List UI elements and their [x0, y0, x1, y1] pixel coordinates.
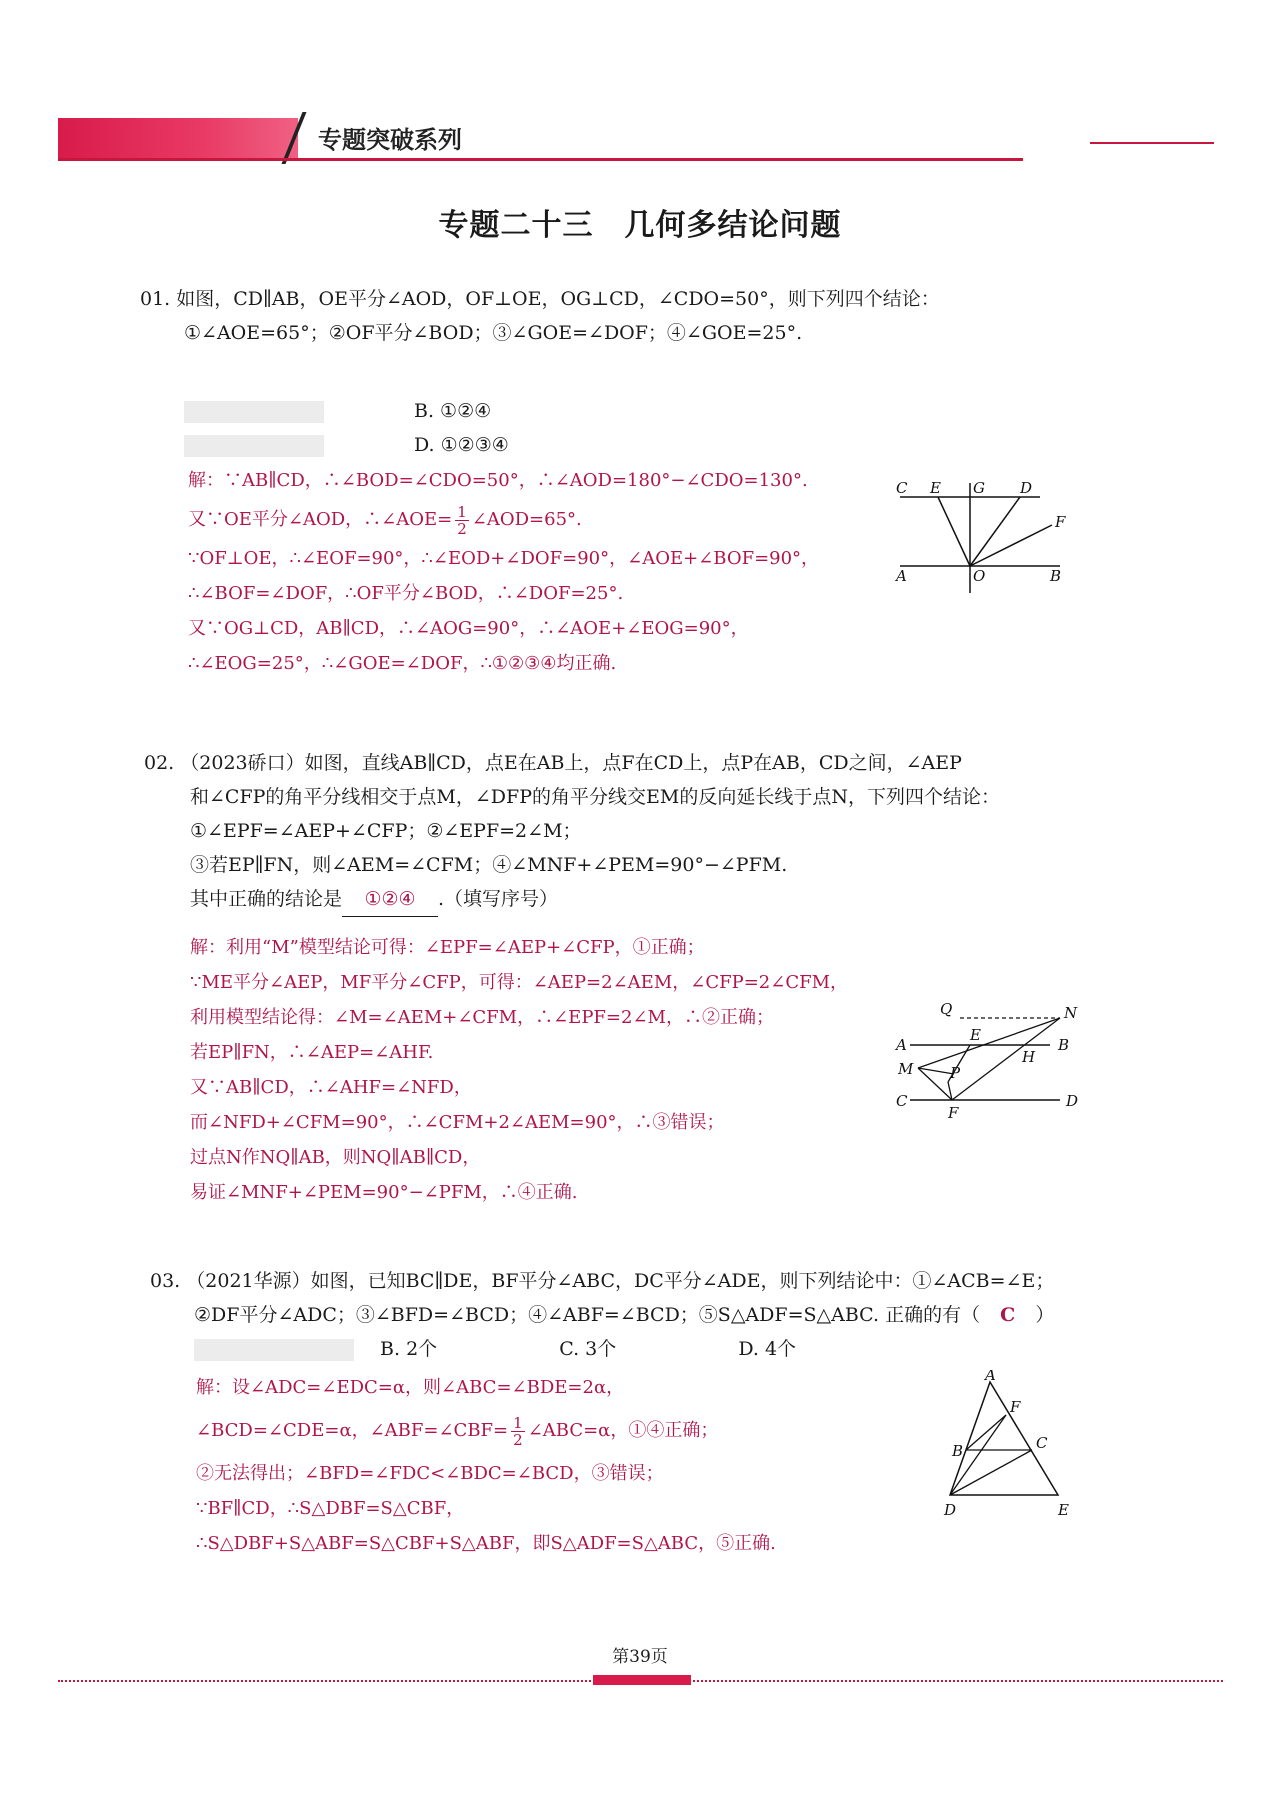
- question-1-line1: [140, 282, 940, 316]
- solution-line: 利用模型结论得：∠M=∠AEM+∠CFM，∴∠EPF=2∠M，∴②正确；: [190, 1007, 774, 1028]
- solution-line: ∴∠BOF=∠DOF，∴OF平分∠BOD，∴∠DOF=25°.: [188, 583, 624, 604]
- topic-title: 专题二十三 几何多结论问题: [438, 208, 842, 243]
- label-e: E: [1058, 1501, 1069, 1519]
- line-fn: [952, 1018, 1060, 1100]
- line-od: [970, 497, 1020, 566]
- option-c: C. 3个: [559, 1338, 617, 1360]
- question-2-line2: 和∠CFP的角平分线相交于点M，∠DFP的角平分线交EM的反向延长线于点N，下列四个结论：: [190, 786, 1000, 808]
- label-d: D: [1020, 479, 1033, 497]
- label-a: A: [896, 567, 907, 585]
- figure-1: [880, 465, 1070, 600]
- line-mn: [918, 1018, 1060, 1068]
- question-3-line1: [150, 1264, 1054, 1298]
- solution-line: 过点N作NQ∥AB，则NQ∥AB∥CD，: [190, 1147, 481, 1168]
- label-h: H: [1022, 1048, 1036, 1066]
- answer-blank: ①②④: [342, 882, 438, 917]
- label-c: C: [896, 479, 908, 497]
- question-3: [150, 1264, 1054, 1366]
- option-d: D. ①②③④: [414, 434, 509, 456]
- header-series-title: 专题突破系列: [318, 125, 462, 154]
- question-1: [140, 282, 940, 350]
- header-brand-block: [58, 118, 298, 160]
- prompt-text: 其中正确的结论是: [190, 888, 343, 910]
- figure-3: [940, 1370, 1080, 1530]
- label-o: O: [973, 567, 986, 585]
- question-3-number: 03.: [150, 1270, 181, 1292]
- question-2-line5: [144, 882, 1000, 917]
- question-3-solution: [196, 1370, 776, 1561]
- label-f: F: [1055, 513, 1066, 531]
- prompt-text: .（填写序号）: [438, 888, 559, 910]
- label-d: D: [1066, 1092, 1079, 1110]
- line-oe: [938, 497, 970, 566]
- header-rule: [58, 158, 1023, 161]
- label-e: E: [930, 479, 941, 497]
- label-b: B: [952, 1442, 964, 1460]
- closing-paren: ）: [1035, 1304, 1055, 1326]
- solution-line: 解：利用“M”模型结论可得：∠EPF=∠AEP+∠CFP，①正确；: [190, 937, 705, 958]
- label-m: M: [898, 1060, 914, 1078]
- footer-bar: [593, 1675, 691, 1685]
- label-a: A: [896, 1036, 907, 1054]
- question-1-solution: [188, 463, 819, 681]
- question-2: [144, 746, 1000, 917]
- solution-text: ∠ABC=α，①④正确；: [527, 1420, 719, 1441]
- solution-line: [196, 1413, 776, 1448]
- solution-line: ∵BF∥CD，∴S△DBF=S△CBF，: [196, 1498, 465, 1519]
- option-d: D. 4个: [738, 1338, 797, 1360]
- obscured-option-a: [194, 1339, 354, 1361]
- fraction-numerator: 1: [457, 502, 467, 521]
- solution-line: 解：∵AB∥CD，∴∠BOD=∠CDO=50°，∴∠AOD=180°−∠CDO=130°.: [188, 470, 808, 491]
- option-b: B. ①②④: [414, 400, 492, 422]
- solution-line: ∵OF⊥OE，∴∠EOF=90°，∴∠EOD+∠DOF=90°，∠AOE+∠BOF=90°，: [188, 548, 820, 569]
- question-2-line3: ①∠EPF=∠AEP+∠CFP；②∠EPF=2∠M；: [190, 820, 582, 842]
- solution-line: 又∵AB∥CD，∴∠AHF=∠NFD，: [190, 1077, 472, 1098]
- question-3-line2: [150, 1298, 1054, 1332]
- label-a: A: [985, 1370, 996, 1384]
- solution-line: 易证∠MNF+∠PEM=90°−∠PFM，∴④正确.: [190, 1182, 578, 1203]
- solution-line: ②无法得出；∠BFD=∠FDC<∠BDC=∠BCD，③错误；: [196, 1463, 664, 1484]
- label-f: F: [948, 1104, 959, 1122]
- header-rule-right: [1090, 142, 1214, 144]
- fraction-denominator: 2: [457, 519, 467, 538]
- fraction: [455, 504, 469, 537]
- solution-text: 又∵OE平分∠AOD，∴∠AOE=: [188, 509, 453, 530]
- label-q: Q: [940, 1000, 953, 1018]
- fraction-denominator: 2: [513, 1430, 523, 1449]
- label-c: C: [1036, 1434, 1048, 1452]
- solution-line: 解：设∠ADC=∠EDC=α，则∠ABC=∠BDE=2α，: [196, 1377, 625, 1398]
- question-3-stem: （2021华源）如图，已知BC∥DE，BF平分∠ABC，DC平分∠ADE，则下列结论中：①∠ACB=∠E；: [186, 1270, 1055, 1292]
- question-2-number: 02.: [144, 752, 175, 774]
- label-d: D: [944, 1501, 957, 1519]
- question-3-options: [150, 1332, 1054, 1366]
- option-b: B. 2个: [380, 1338, 438, 1360]
- question-2-solution: [190, 930, 848, 1210]
- label-g: G: [973, 479, 985, 497]
- question-1-options: [184, 394, 509, 462]
- solution-line: ∴S△DBF+S△ABF=S△CBF+S△ABF，即S△ADF=S△ABC，⑤正确.: [196, 1533, 776, 1554]
- solution-line: [188, 502, 819, 537]
- question-2-line4: ③若EP∥FN，则∠AEM=∠CFM；④∠MNF+∠PEM=90°−∠PFM.: [190, 854, 788, 876]
- solution-line: ∵ME平分∠AEP，MF平分∠CFP，可得：∠AEP=2∠AEM，∠CFP=2∠CFM，: [190, 972, 849, 993]
- obscured-option-c: [184, 435, 324, 457]
- question-1-number: 01.: [140, 288, 171, 310]
- solution-text: ∠BCD=∠CDE=α，∠ABF=∠CBF=: [196, 1420, 509, 1441]
- question-1-conclusions: ①∠AOE=65°；②OF平分∠BOD；③∠GOE=∠DOF；④∠GOE=25°.: [184, 322, 803, 344]
- question-3-answer: C: [1000, 1304, 1016, 1326]
- question-1-stem: 如图，CD∥AB，OE平分∠AOD，OF⊥OE，OG⊥CD，∠CDO=50°，则下列四个结论：: [176, 288, 940, 310]
- fraction-numerator: 1: [513, 1413, 523, 1432]
- solution-line: ∴∠EOG=25°，∴∠GOE=∠DOF，∴①②③④均正确.: [188, 653, 617, 674]
- solution-line: 又∵OG⊥CD，AB∥CD，∴∠AOG=90°，∴∠AOE+∠EOG=90°，: [188, 618, 749, 639]
- solution-line: 若EP∥FN，∴∠AEP=∠AHF.: [190, 1042, 434, 1063]
- label-p: P: [950, 1064, 961, 1082]
- question-2-stem: （2023硚口）如图，直线AB∥CD，点E在AB上，点F在CD上，点P在AB，CD之间，∠AEP: [180, 752, 962, 774]
- line-of: [970, 525, 1052, 566]
- solution-line: 而∠NFD+∠CFM=90°，∴∠CFM+2∠AEM=90°，∴③错误；: [190, 1112, 725, 1133]
- label-e: E: [970, 1026, 981, 1044]
- label-n: N: [1064, 1004, 1078, 1022]
- obscured-option-a: [184, 401, 324, 423]
- label-b: B: [1058, 1036, 1070, 1054]
- question-2-line1: [144, 746, 1000, 780]
- label-f: F: [1010, 1398, 1021, 1416]
- solution-text: ∠AOD=65°.: [471, 509, 582, 530]
- figure-2: [890, 1000, 1090, 1130]
- question-3-conclusions: ②DF平分∠ADC；③∠BFD=∠BCD；④∠ABF=∠BCD；⑤S△ADF=S△ABC. 正确的有（: [194, 1304, 981, 1326]
- fraction: [511, 1415, 525, 1448]
- page-number: 第39页: [612, 1647, 668, 1667]
- label-b: B: [1050, 567, 1062, 585]
- label-c: C: [896, 1092, 908, 1110]
